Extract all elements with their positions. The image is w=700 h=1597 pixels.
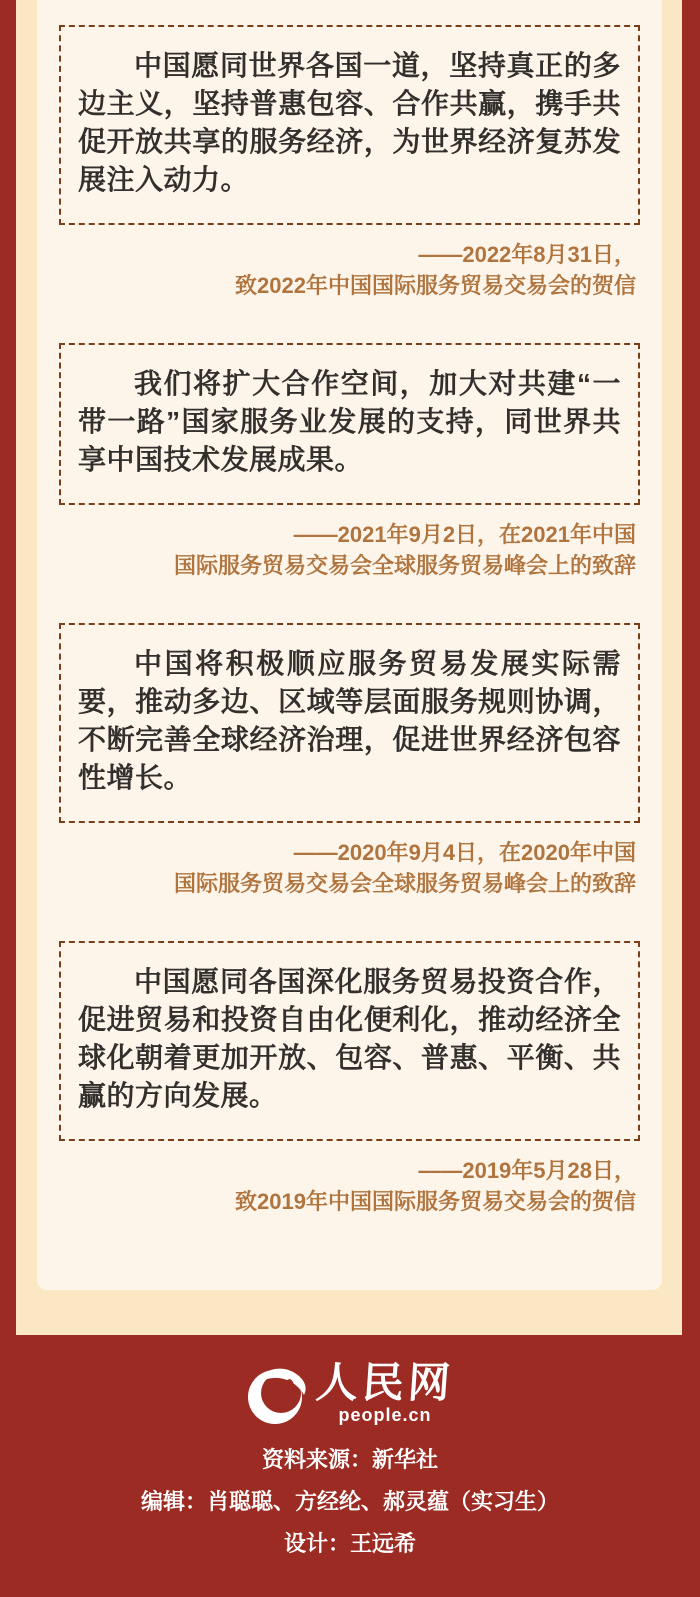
attribution-line-1: ——2019年5月28日， (418, 1158, 636, 1183)
quote-section-2022 (37, 25, 662, 301)
attribution-line-1: ——2022年8月31日， (418, 242, 636, 267)
quote-attribution (37, 1155, 636, 1217)
quote-section-2021 (37, 343, 662, 581)
people-cn-logo (0, 1353, 700, 1433)
attribution-line-2: 致2022年中国国际服务贸易交易会的贺信 (235, 273, 636, 298)
content-panel (37, 0, 662, 1290)
designer-line: 设计：王远希 (283, 1531, 416, 1556)
source-line: 资料来源：新华社 (261, 1447, 438, 1472)
quote-attribution (37, 239, 636, 301)
attribution-line-1: ——2020年9月4日，在2020年中国 (293, 840, 636, 865)
quote-attribution (37, 519, 636, 581)
footer (0, 1335, 700, 1597)
quote-box (59, 941, 640, 1141)
logo-chinese-name: 人民网 (314, 1359, 456, 1406)
quote-section-2019 (37, 941, 662, 1217)
people-cn-swirl-icon (246, 1359, 308, 1427)
logo-text (314, 1359, 456, 1425)
quote-box (59, 25, 640, 225)
editor-line: 编辑：肖聪聪、方经纶、郝灵蕴（实习生） (140, 1489, 559, 1514)
quote-box (59, 623, 640, 823)
logo-domain: people.cn (338, 1405, 432, 1425)
quote-box (59, 343, 640, 505)
attribution-line-1: ——2021年9月2日，在2021年中国 (293, 522, 636, 547)
quote-text: 中国将积极顺应服务贸易发展实际需要，推动多边、区域等层面服务规则协调，不断完善全球经济治理，促进世界经济包容性增长。 (78, 648, 621, 793)
quote-text: 中国愿同各国深化服务贸易投资合作，促进贸易和投资自由化便利化，推动经济全球化朝着更加开放、包容、普惠、平衡、共赢的方向发展。 (78, 966, 621, 1111)
quote-section-2020 (37, 623, 662, 899)
quote-text: 我们将扩大合作空间，加大对共建“一带一路”国家服务业发展的支持，同世界共享中国技术发展成果。 (78, 368, 621, 475)
quote-text: 中国愿同世界各国一道，坚持真正的多边主义，坚持普惠包容、合作共赢，携手共促开放共享的服务经济，为世界经济复苏发展注入动力。 (78, 50, 621, 195)
attribution-line-2: 国际服务贸易交易会全球服务贸易峰会上的致辞 (173, 553, 636, 578)
cream-frame (16, 0, 682, 1335)
quote-attribution (37, 837, 636, 899)
attribution-line-2: 致2019年中国国际服务贸易交易会的贺信 (235, 1189, 636, 1214)
attribution-line-2: 国际服务贸易交易会全球服务贸易峰会上的致辞 (173, 871, 636, 896)
